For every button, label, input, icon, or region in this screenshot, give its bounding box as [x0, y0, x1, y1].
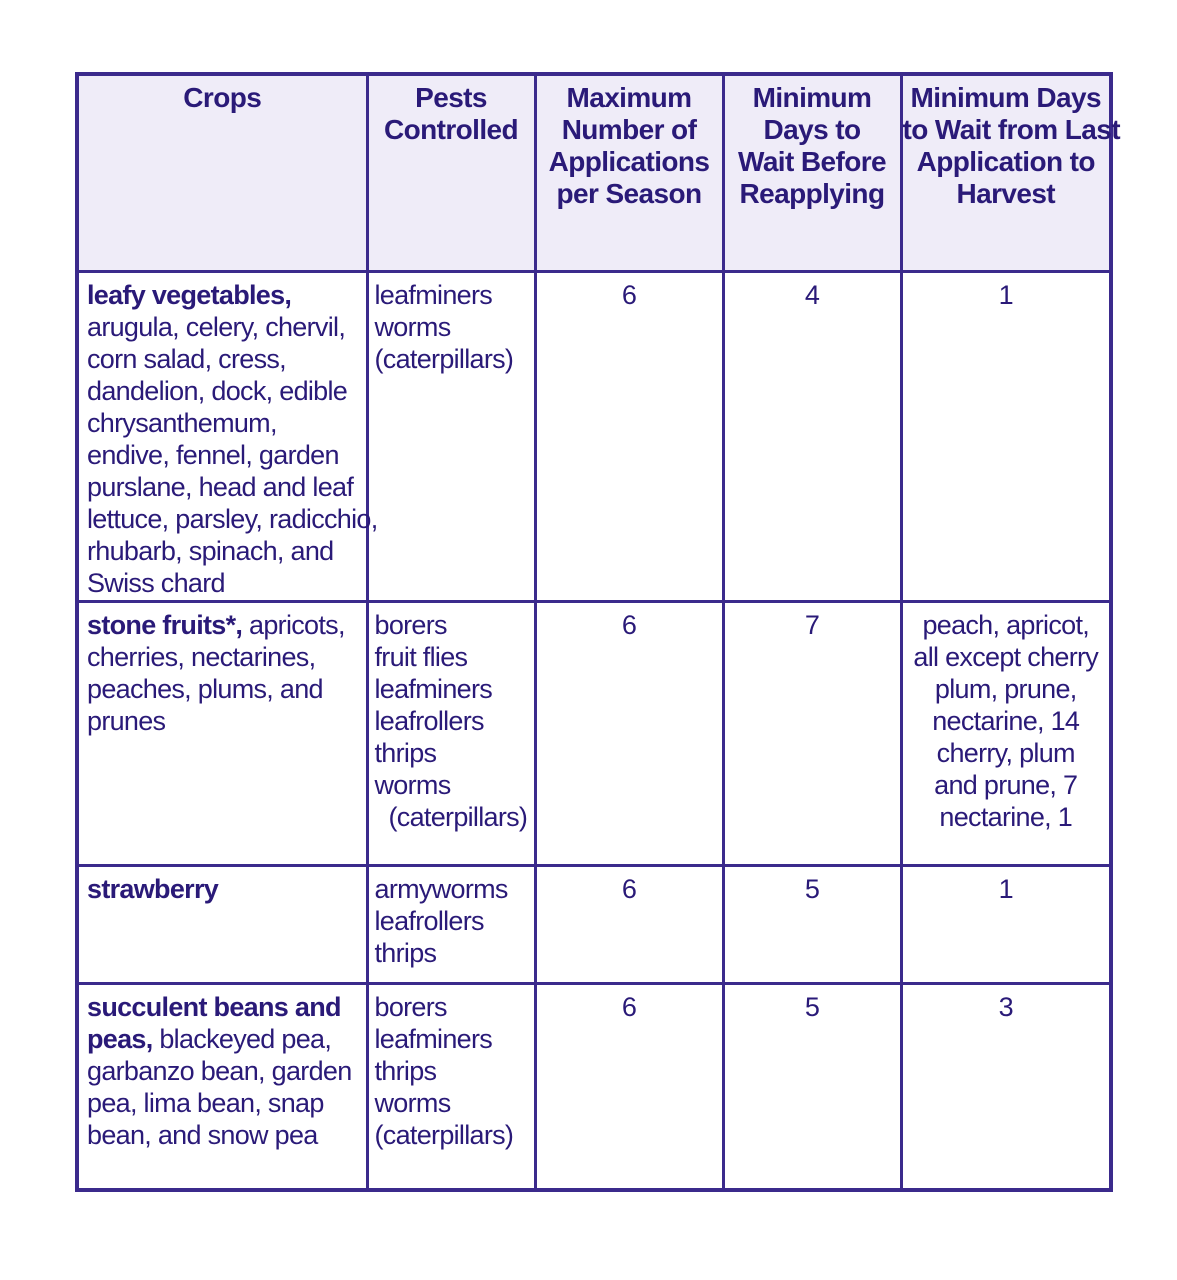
header-text-line: Application to [916, 146, 1095, 177]
header-text-line: Days to [763, 114, 861, 145]
min-days-reapply-cell: 5 [723, 866, 901, 984]
pest-item: (caterpillars) [388, 802, 528, 832]
harvest-text-line: nectarine, 14 [932, 706, 1080, 736]
crop-first-line [87, 609, 366, 641]
harvest-text-line: and prune, 7 [934, 770, 1078, 800]
min-days-harvest-cell [901, 866, 1111, 984]
crop-cell [77, 602, 367, 866]
pests-cell [367, 602, 535, 866]
crop-cell [77, 866, 367, 984]
max-applications-cell: 6 [535, 272, 723, 602]
min-days-reapply-cell: 5 [723, 984, 901, 1190]
pest-item: (caterpillars) [374, 344, 514, 374]
crop-text: apricots, [242, 610, 345, 640]
harvest-text-line: 3 [998, 992, 1013, 1022]
table-header [77, 74, 1120, 272]
harvest-text-line: cherry, plum [936, 738, 1075, 768]
header-text-line: Reapplying [739, 178, 885, 209]
crop-text-line: dandelion, dock, edible [87, 376, 348, 406]
header-text-line: Minimum Days [910, 82, 1101, 113]
pest-item: borers [374, 610, 447, 640]
header-crops-text: Crops [183, 82, 262, 113]
crop-name: stone fruits*, [87, 610, 243, 640]
header-text-line: per Season [556, 178, 702, 209]
crop-text-line: peaches, plums, and [87, 674, 323, 704]
header-text-line: Minimum [752, 82, 872, 113]
min-days-harvest-cell [901, 272, 1111, 602]
max-applications-cell: 6 [535, 866, 723, 984]
max-applications-cell: 6 [535, 602, 723, 866]
table-row-succulent-beans-peas [77, 984, 1111, 1190]
crop-second-line [87, 1023, 366, 1055]
min-days-reapply-cell: 7 [723, 602, 901, 866]
crop-text-line: endive, fennel, garden [87, 440, 339, 470]
harvest-text-line: plum, prune, [934, 674, 1077, 704]
crop-name-continued: peas, [87, 1024, 153, 1054]
crop-text-line: pea, lima bean, snap [87, 1088, 324, 1118]
header-text-line: Applications [548, 146, 710, 177]
header-row [77, 74, 1111, 272]
crop-text-line: chrysanthemum, [87, 408, 277, 438]
pest-item: thrips [374, 938, 437, 968]
pests-cell [367, 984, 535, 1190]
table-row-strawberry [77, 866, 1111, 984]
min-days-reapply-cell: 4 [723, 272, 901, 602]
pest-item: leafminers [374, 1024, 493, 1054]
header-min-days-harvest [901, 74, 1120, 272]
crop-text-line: bean, and snow pea [87, 1120, 318, 1150]
crop-text-line: rhubarb, spinach, and [87, 536, 334, 566]
pest-item: (caterpillars) [374, 1120, 514, 1150]
header-text-line: Maximum [566, 82, 692, 113]
min-days-harvest-cell [901, 984, 1111, 1190]
pest-item: borers [374, 992, 447, 1022]
harvest-text-line: all except cherry [913, 642, 1099, 672]
pest-item: fruit flies [374, 642, 468, 672]
header-text-line: Controlled [384, 114, 518, 145]
crop-cell [77, 984, 367, 1190]
header-min-days-reapply [723, 74, 901, 272]
pest-item: leafrollers [374, 906, 484, 936]
header-text-line: Harvest [956, 178, 1056, 209]
header-max-applications [535, 74, 723, 272]
crop-text-line: garbanzo bean, garden [87, 1056, 352, 1086]
table-row-stone-fruits [77, 602, 1111, 866]
crop-cell [77, 272, 378, 602]
crop-text-line: corn salad, cress, [87, 344, 286, 374]
header-text-line: Pests [415, 82, 487, 113]
pest-item: leafrollers [374, 706, 484, 736]
crop-text-line: lettuce, parsley, radicchio, [87, 504, 378, 534]
crop-text-line: prunes [87, 706, 166, 736]
harvest-text-line: 1 [998, 280, 1013, 310]
crop-text-line: cherries, nectarines, [87, 642, 316, 672]
table-row-leafy-vegetables [77, 272, 1111, 602]
pest-item: worms [374, 770, 451, 800]
crop-text-line: purslane, head and leaf [87, 472, 354, 502]
pest-item: worms [374, 1088, 451, 1118]
pest-item: leafminers [374, 674, 493, 704]
crop-name: leafy vegetables, [87, 280, 292, 310]
min-days-harvest-cell [901, 602, 1111, 866]
header-text-line: Wait Before [738, 146, 886, 177]
pest-item: worms [374, 312, 451, 342]
pest-item: thrips [374, 1056, 437, 1086]
header-text-line: to Wait from Last [902, 114, 1120, 145]
pests-cell [367, 866, 535, 984]
harvest-text-line: 1 [998, 874, 1013, 904]
header-text-line: Number of [561, 114, 697, 145]
pests-cell [367, 272, 535, 602]
pest-item: thrips [374, 738, 437, 768]
max-applications-cell: 6 [535, 984, 723, 1190]
crop-name: succulent beans and [87, 992, 341, 1022]
harvest-text-line: peach, apricot, [922, 610, 1090, 640]
header-crops [77, 74, 367, 272]
crop-text-line: arugula, celery, chervil, [87, 312, 346, 342]
pest-item: leafminers [374, 280, 493, 310]
crop-text: blackeyed pea, [152, 1024, 332, 1054]
harvest-text-line: nectarine, 1 [939, 802, 1073, 832]
crop-text-line: Swiss chard [87, 568, 225, 598]
header-pests-controlled [367, 74, 535, 272]
crop-name: strawberry [87, 874, 219, 904]
pest-item: armyworms [374, 874, 508, 904]
pesticide-application-table [75, 72, 1120, 1192]
table-body [77, 272, 1111, 1190]
